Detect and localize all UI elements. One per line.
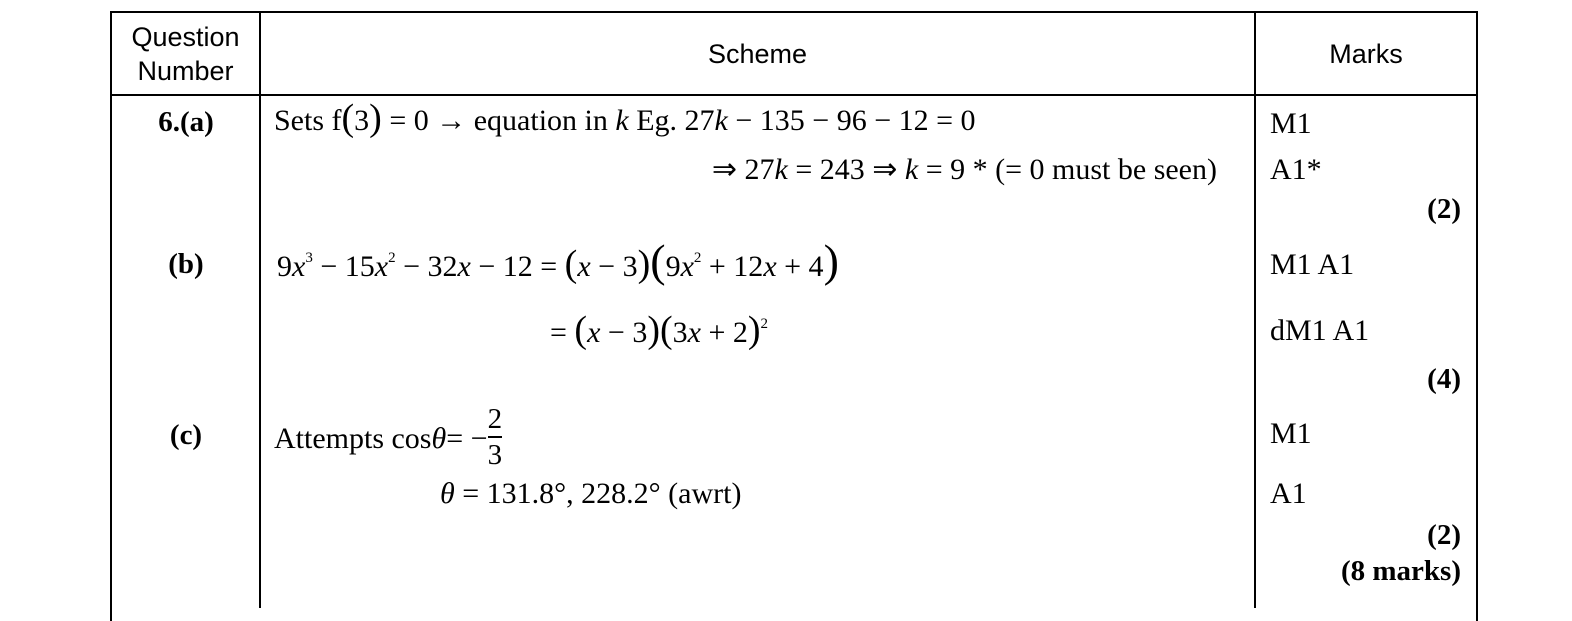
part-b-line-2 <box>550 309 769 356</box>
variable: k <box>774 153 788 186</box>
text: − 15 <box>312 250 375 283</box>
text: Sets f <box>274 104 342 137</box>
header-marks: Marks <box>1329 38 1403 69</box>
fraction <box>488 404 503 470</box>
part-a-line-2 <box>712 152 1217 188</box>
paren: ( <box>564 243 578 285</box>
mark-a-1: M1 <box>1270 107 1312 140</box>
text: = 131.8°, 228.2° (awrt) <box>454 477 742 510</box>
variable: x <box>292 250 306 283</box>
header-scheme: Scheme <box>707 38 808 69</box>
text: 9 <box>665 250 681 283</box>
header-divider <box>110 94 1478 96</box>
denominator: 3 <box>487 439 503 471</box>
paren: ( <box>650 235 666 286</box>
numerator: 2 <box>487 403 503 435</box>
text: − 32 <box>395 250 458 283</box>
mark-c-1: M1 <box>1270 417 1312 450</box>
text: 9 <box>277 250 292 283</box>
question-label-b: (b) <box>168 248 204 280</box>
text: ⇒ 27 <box>711 153 775 186</box>
text: − 3 <box>590 250 638 283</box>
paren: ) <box>647 309 660 351</box>
variable: x <box>687 316 701 349</box>
text: = <box>550 316 575 349</box>
total-a: (2) <box>1427 193 1461 225</box>
column-divider-2 <box>1254 11 1256 608</box>
text: + 12 <box>701 250 764 283</box>
text: = 0 → equation in <box>381 104 616 137</box>
grand-total: (8 marks) <box>1340 555 1461 587</box>
text: 3 <box>354 104 370 137</box>
question-label-6a: 6.(a) <box>158 106 214 138</box>
column-divider-1 <box>259 11 261 608</box>
text: − 12 = <box>470 250 565 283</box>
variable: k <box>615 104 629 137</box>
variable: x <box>374 250 389 283</box>
exponent: 2 <box>760 316 769 332</box>
variable: x <box>457 250 471 283</box>
question-label-c: (c) <box>169 419 203 451</box>
total-c: (2) <box>1427 519 1461 551</box>
text: + 2 <box>700 316 748 349</box>
mark-b-1: M1 A1 <box>1270 248 1355 281</box>
theta-symbol: θ <box>440 477 455 510</box>
text: + 4 <box>776 250 824 283</box>
text: = 9 * (= 0 must be seen) <box>918 153 1217 186</box>
mark-c-2: A1 <box>1270 477 1307 510</box>
exponent: 2 <box>693 250 702 266</box>
exponent: 2 <box>388 250 396 266</box>
variable: x <box>587 316 601 349</box>
text: − 135 − 96 − 12 = 0 <box>727 104 976 137</box>
part-b-line-1 <box>277 235 839 290</box>
variable: k <box>904 153 919 186</box>
text: − 3 <box>600 316 648 349</box>
paren: ) <box>637 243 651 285</box>
text: Eg. 27 <box>628 104 715 137</box>
part-a-line-1 <box>274 97 976 139</box>
mark-a-2: A1* <box>1270 153 1322 186</box>
paren: ( <box>341 97 355 139</box>
paren: ) <box>747 309 761 351</box>
total-b: (4) <box>1427 363 1461 395</box>
paren: ) <box>823 235 839 286</box>
exponent: 3 <box>305 250 313 266</box>
paren: ) <box>369 97 382 139</box>
variable: x <box>577 250 591 283</box>
paren: ( <box>574 309 588 351</box>
variable: x <box>680 250 694 283</box>
paren: ( <box>659 309 673 351</box>
part-c-line-1 <box>274 404 502 474</box>
mark-b-2: dM1 A1 <box>1270 314 1370 347</box>
text: = − <box>446 422 488 455</box>
variable: x <box>763 250 777 283</box>
text: Attempts cos <box>274 422 432 455</box>
fraction-bar <box>488 436 503 438</box>
header-question-number: Question Number <box>131 21 240 86</box>
part-c-line-2 <box>440 476 741 512</box>
text: 3 <box>672 316 688 349</box>
variable: k <box>714 104 728 137</box>
text: = 243 ⇒ <box>787 153 905 186</box>
theta-symbol: θ <box>431 422 447 455</box>
